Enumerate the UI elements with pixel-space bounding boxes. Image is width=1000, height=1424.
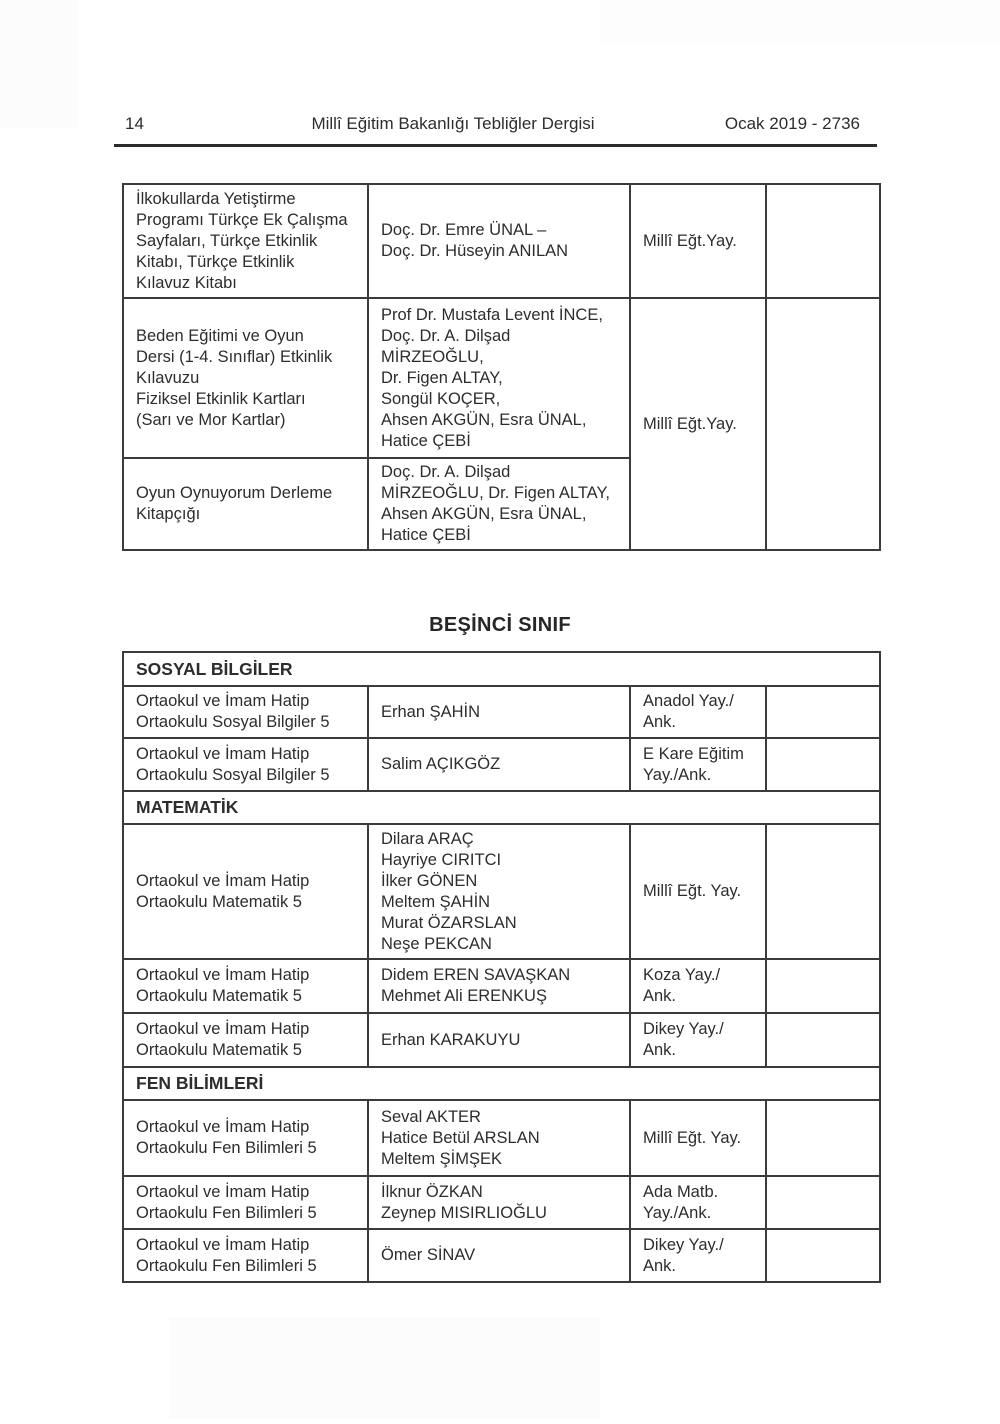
notes-cell <box>766 184 880 298</box>
header-rule <box>114 144 877 147</box>
table-row <box>123 1229 880 1282</box>
table-row <box>123 1013 880 1067</box>
authors-cell: Didem EREN SAVAŞKAN Mehmet Ali ERENKUŞ <box>368 959 630 1013</box>
notes-cell <box>766 1176 880 1229</box>
book-title-cell: Oyun Oynuyorum Derleme Kitapçığı <box>123 458 368 550</box>
publisher-cell: Millî Eğt. Yay. <box>630 824 766 959</box>
book-title-cell: Ortaokul ve İmam Hatip Ortaokulu Fen Bilimleri 5 <box>123 1100 368 1176</box>
authors-cell: Salim AÇIKGÖZ <box>368 738 630 791</box>
notes-cell <box>766 1013 880 1067</box>
table-row <box>123 184 880 298</box>
scan-artifact-bottom <box>170 1318 600 1418</box>
table-row <box>123 298 880 458</box>
notes-cell <box>766 1229 880 1282</box>
table-row <box>123 824 880 959</box>
publisher-cell: Millî Eğt.Yay. <box>630 184 766 298</box>
publisher-cell: Anadol Yay./ Ank. <box>630 686 766 738</box>
table-row <box>123 738 880 791</box>
publisher-cell: Dikey Yay./ Ank. <box>630 1229 766 1282</box>
issue-label: Ocak 2019 - 2736 <box>724 114 860 133</box>
book-title-cell: Ortaokul ve İmam Hatip Ortaokulu Sosyal Bilgiler 5 <box>123 686 368 738</box>
table-row <box>123 1100 880 1176</box>
scan-artifact-top-left <box>0 0 78 128</box>
table-row <box>123 686 880 738</box>
textbook-table-primary <box>122 183 881 551</box>
subject-header-row <box>123 791 880 824</box>
authors-cell: Doç. Dr. Emre ÜNAL – Doç. Dr. Hüseyin ANILAN <box>368 184 630 298</box>
authors-cell: Erhan KARAKUYU <box>368 1013 630 1067</box>
authors-cell: İlknur ÖZKAN Zeynep MISIRLIOĞLU <box>368 1176 630 1229</box>
publisher-cell: Dikey Yay./ Ank. <box>630 1013 766 1067</box>
notes-cell <box>766 824 880 959</box>
section-heading: BEŞİNCİ SINIF <box>429 614 571 636</box>
notes-cell <box>766 298 880 550</box>
book-title-cell: Ortaokul ve İmam Hatip Ortaokulu Matematik 5 <box>123 959 368 1013</box>
authors-cell: Doç. Dr. A. Dilşad MİRZEOĞLU, Dr. Figen ALTAY, Ahsen AKGÜN, Esra ÜNAL, Hatice ÇEBİ <box>368 458 630 550</box>
book-title-cell: İlkokullarda Yetiştirme Programı Türkçe Ek Çalışma Sayfaları, Türkçe Etkinlik Kitabı, Türkçe Etkinlik Kılavuz Kitabı <box>123 184 368 298</box>
notes-cell <box>766 959 880 1013</box>
book-title-cell: Ortaokul ve İmam Hatip Ortaokulu Fen Bilimleri 5 <box>123 1229 368 1282</box>
journal-title: Millî Eğitim Bakanlığı Tebliğler Dergisi <box>311 114 595 133</box>
subject-header: MATEMATİK <box>123 791 880 824</box>
book-title-cell: Ortaokul ve İmam Hatip Ortaokulu Matematik 5 <box>123 1013 368 1067</box>
authors-cell: Prof Dr. Mustafa Levent İNCE, Doç. Dr. A. Dilşad MİRZEOĞLU, Dr. Figen ALTAY, Songül KOÇER, Ahsen AKGÜN, Esra ÜNAL, Hatice ÇEBİ <box>368 298 630 458</box>
textbook-table-grade5 <box>122 651 881 1283</box>
notes-cell <box>766 1100 880 1176</box>
subject-header-row <box>123 1067 880 1100</box>
publisher-cell: Koza Yay./ Ank. <box>630 959 766 1013</box>
publisher-cell: Millî Eğt. Yay. <box>630 1100 766 1176</box>
authors-cell: Erhan ŞAHİN <box>368 686 630 738</box>
page-number: 14 <box>125 114 144 133</box>
publisher-cell: Ada Matb. Yay./Ank. <box>630 1176 766 1229</box>
scan-artifact-top-right <box>600 0 1000 42</box>
book-title-cell: Ortaokul ve İmam Hatip Ortaokulu Sosyal Bilgiler 5 <box>123 738 368 791</box>
subject-header-row <box>123 652 880 686</box>
subject-header: FEN BİLİMLERİ <box>123 1067 880 1100</box>
book-title-cell: Beden Eğitimi ve Oyun Dersi (1-4. Sınıflar) Etkinlik Kılavuzu Fiziksel Etkinlik Kartları (Sarı ve Mor Kartlar) <box>123 298 368 458</box>
book-title-cell: Ortaokul ve İmam Hatip Ortaokulu Fen Bilimleri 5 <box>123 1176 368 1229</box>
book-title-cell: Ortaokul ve İmam Hatip Ortaokulu Matematik 5 <box>123 824 368 959</box>
authors-cell: Ömer SİNAV <box>368 1229 630 1282</box>
notes-cell <box>766 686 880 738</box>
notes-cell <box>766 738 880 791</box>
subject-header: SOSYAL BİLGİLER <box>123 652 880 686</box>
authors-cell: Dilara ARAÇ Hayriye CIRITCI İlker GÖNEN Meltem ŞAHİN Murat ÖZARSLAN Neşe PEKCAN <box>368 824 630 959</box>
publisher-cell: E Kare Eğitim Yay./Ank. <box>630 738 766 791</box>
table-row <box>123 959 880 1013</box>
publisher-cell: Millî Eğt.Yay. <box>630 298 766 550</box>
table-row <box>123 1176 880 1229</box>
authors-cell: Seval AKTER Hatice Betül ARSLAN Meltem ŞİMŞEK <box>368 1100 630 1176</box>
